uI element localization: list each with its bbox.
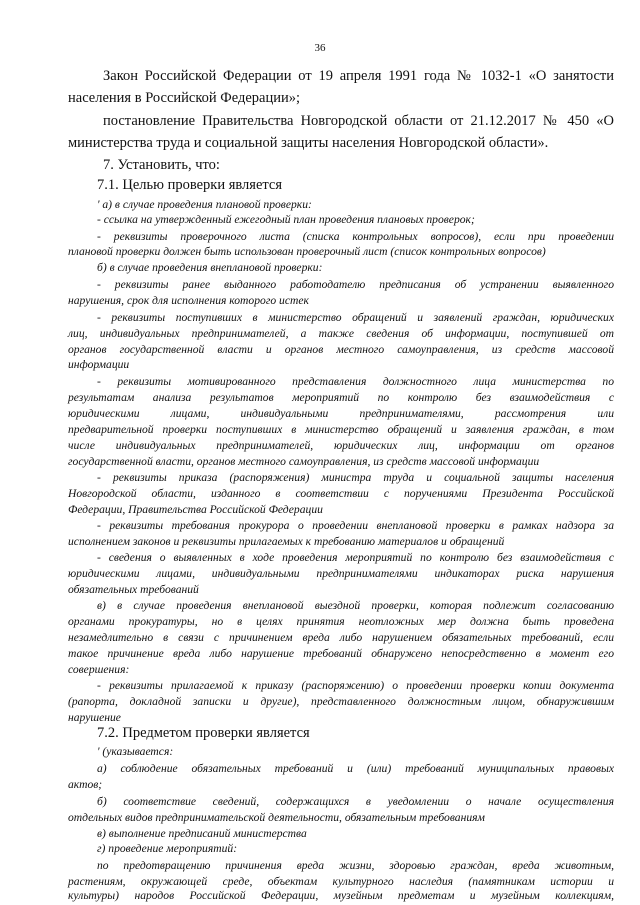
text-line: - реквизиты приказа (распоряжения) министра труда и социальной защиты населения	[97, 471, 614, 484]
text-line: юридическими лицами, индивидуальными предпринимателями индикаторах риска нарушения	[68, 567, 614, 580]
text-line: числе индивидуальных предпринимателей, юридических лиц, информации от органов	[68, 439, 614, 452]
section-heading: 7.1. Целью проверки является	[97, 177, 283, 193]
text-line: исполнением законов и реквизиты прилагаемых к требованию материалов и обращений	[68, 535, 505, 548]
text-line: - реквизиты ранее выданного работодателю предписания об устранении выявленного	[97, 278, 614, 291]
text-line: нарушение	[68, 711, 121, 724]
text-line: 7. Установить, что:	[103, 157, 220, 173]
text-line: ' (указывается:	[97, 745, 174, 758]
text-line: органов государственной власти и органов местного самоуправления, из средств массовой	[68, 343, 614, 356]
text-line: органами прокуратуры, но в целях принятия неотложных мер должна быть проведена	[68, 615, 614, 628]
page-number: 36	[314, 42, 326, 54]
text-line: обязательных требований	[68, 583, 199, 596]
text-line: - реквизиты проверочного листа (списка контрольных вопросов), если при проведении	[97, 230, 614, 243]
text-line: незамедлительно в связи с причинением вреда либо нарушением обязательных требований, если	[68, 631, 614, 644]
text-line: отдельных видов предпринимательской деятельности, обязательным требованиям	[68, 811, 485, 824]
text-line: культуры) народов Российской Федерации, музейным предметам и музейным коллекциям,	[68, 889, 614, 902]
text-line: Федерации, Правительства Российской Федерации	[68, 503, 323, 516]
text-line: (рапорта, докладной записки и другие), представленного должностным лицом, обнаружившим	[68, 695, 614, 708]
text-line: министерства труда и социальной защиты населения Новгородской области».	[68, 135, 549, 151]
text-line: нарушения, срок для исполнения которого истек	[68, 294, 309, 307]
text-line: актов;	[68, 778, 103, 791]
text-line: - реквизиты мотивированного представления должностного лица министерства по	[97, 375, 614, 388]
text-line: в) в случае проведения внеплановой выездной проверки, которая подлежит согласованию	[97, 599, 614, 612]
text-line: результатам анализа результатов мероприятий по контролю без взаимодействия с	[68, 391, 614, 404]
text-line: - сведения о выявленных в ходе проведения мероприятий по контролю без взаимодействия с	[97, 551, 614, 564]
section-heading: 7.2. Предметом проверки является	[97, 725, 310, 741]
text-line: постановление Правительства Новгородской области от 21.12.2017 № 450 «О	[103, 113, 614, 129]
text-line: плановой проверки должен быть использован проверочный лист (список контрольных вопросов)	[68, 245, 546, 258]
text-line: по предотвращению причинения вреда жизни, здоровью граждан, вреда животным,	[97, 859, 614, 872]
text-line: юридическими лицами, индивидуальными предпринимателями, рассмотрения или	[68, 407, 614, 420]
text-line: растениям, окружающей среде, объектам культурного наследия (памятникам истории и	[68, 875, 614, 888]
text-line: ' а) в случае проведения плановой проверки:	[97, 198, 312, 211]
text-line: - реквизиты прилагаемой к приказу (распоряжению) о проведении проверки копии документа	[97, 679, 614, 692]
text-line: Новгородской области, изданного в соответствии с поручениями Президента Российской	[68, 487, 614, 500]
text-line: - реквизиты требования прокурора о проведении внеплановой проверки в рамках надзора за	[97, 519, 614, 532]
text-line: г) проведение мероприятий:	[97, 842, 238, 855]
text-line: населения в Российской Федерации»;	[68, 90, 301, 106]
text-line: такое причинение вреда либо нарушение требований обнаружено непосредственно в момент его	[68, 647, 614, 660]
text-line: а) соблюдение обязательных требований и (или) требований муниципальных правовых	[97, 762, 614, 775]
text-line: б) соответствие сведений, содержащихся в уведомлении о начале осуществления	[97, 795, 614, 808]
text-line: - ссылка на утвержденный ежегодный план проведения плановых проверок;	[97, 213, 475, 226]
text-line: в) выполнение предписаний министерства	[97, 827, 307, 840]
text-line: б) в случае проведения внеплановой проверки:	[97, 261, 323, 274]
text-line: информации	[68, 358, 130, 371]
text-line: совершения:	[68, 663, 130, 676]
text-line: государственной власти, органов местного самоуправления, из средств массовой информации	[68, 455, 540, 468]
text-line: лиц, индивидуальных предпринимателей, а также сведения об информации, поступившей от	[68, 327, 614, 340]
text-line: Закон Российской Федерации от 19 апреля 1991 года № 1032-1 «О занятости	[103, 68, 614, 84]
text-line: - реквизиты поступивших в министерство обращений и заявлений граждан, юридических	[97, 311, 614, 324]
text-line: предварительной проверки поступивших в министерство обращений и заявления граждан, в том	[68, 423, 614, 436]
